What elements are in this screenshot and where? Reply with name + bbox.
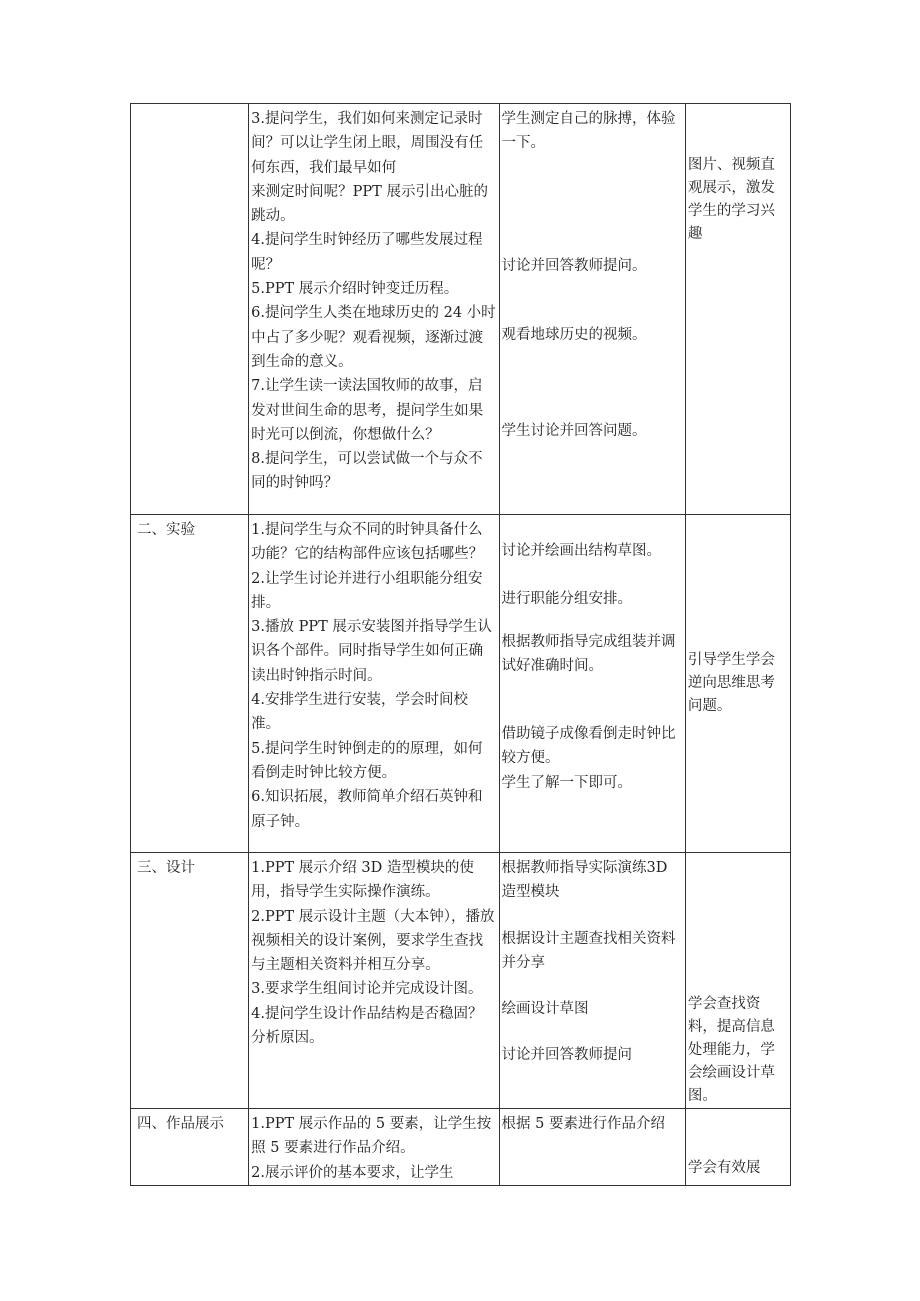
teacher-step: 8.提问学生，可以尝试做一个与众不同的时钟吗？ xyxy=(251,451,483,492)
student-activity: 根据教师指导实际演练3D 造型模块 xyxy=(501,860,673,901)
teacher-step: 来测定时间呢？PPT 展示引出心脏的跳动。 xyxy=(251,183,488,225)
design-intent-cell xyxy=(685,1109,790,1186)
design-intent: 图片、视频直观展示，激发学生的学习兴趣 xyxy=(687,157,775,242)
stage-title: 四、作品展示 xyxy=(137,1116,224,1132)
lesson-plan-table xyxy=(130,103,791,1186)
table-row xyxy=(131,515,791,853)
teacher-step: 6.知识拓展，教师简单介绍石英钟和原子钟。 xyxy=(251,789,483,830)
student-activity: 学生讨论并回答问题。 xyxy=(501,423,647,440)
student-activity-cell xyxy=(499,853,685,1109)
design-intent: 引导学生学会逆向思维思考问题。 xyxy=(687,652,775,714)
table-row xyxy=(131,104,791,515)
stage-cell xyxy=(131,1109,249,1186)
teacher-step: 5.提问学生时钟倒走的的原理，如何看倒走时钟比较方便。 xyxy=(251,740,483,781)
student-activity: 讨论并回答教师提问。 xyxy=(501,257,647,274)
student-activity-cell xyxy=(499,515,685,853)
teacher-step: 3.提问学生，我们如何来测定记录时间？可以让学生闭上眼，周围没有任何东西，我们最早如何 xyxy=(251,111,484,176)
student-activity: 学生测定自己的脉搏，体验一下。 xyxy=(501,111,676,152)
stage-title: 二、实验 xyxy=(137,522,195,538)
student-activity: 绘画设计草图 xyxy=(501,1001,589,1018)
table-row xyxy=(131,853,791,1109)
student-activity: 根据教师指导完成组装并调试好准确时间。 xyxy=(501,633,676,674)
teacher-step: 4.提问学生时钟经历了哪些发展过程呢？ xyxy=(251,232,483,273)
student-activity: 学生了解一下即可。 xyxy=(501,774,633,791)
design-intent-cell xyxy=(685,515,790,853)
teacher-step: 4.安排学生进行安装，学会时间校准。 xyxy=(251,692,469,733)
table-row xyxy=(131,1109,791,1186)
teacher-step: 1.PPT 展示作品的 5 要素，让学生按照 5 要素进行作品介绍。 xyxy=(251,1116,492,1157)
teacher-step: 2.PPT 展示设计主题（大本钟），播放视频相关的设计案例，要求学生查找与主题相关资料并相互分享。 xyxy=(251,908,495,974)
teacher-step: 6.提问学生人类在地球历史的 24 小时中占了多少呢？观看视频，逐渐过渡到生命的意义。 xyxy=(251,305,496,370)
stage-cell xyxy=(131,104,249,515)
student-activity: 讨论并回答教师提问 xyxy=(501,1047,633,1064)
teacher-step: 2.让学生讨论并进行小组职能分组安排。 xyxy=(251,570,483,611)
design-intent-cell xyxy=(685,853,790,1109)
teacher-step: 5.PPT 展示介绍时钟变迁历程。 xyxy=(251,281,459,298)
student-activity-cell xyxy=(499,104,685,515)
teacher-activity-cell xyxy=(249,853,499,1109)
design-intent: 学会有效展 xyxy=(687,1160,761,1176)
student-activity: 进行职能分组安排。 xyxy=(501,591,633,608)
student-activity-cell xyxy=(499,1109,685,1186)
teacher-step: 3.播放 PPT 展示安装图并指导学生认识各个部件。同时指导学生如何正确读出时钟指示时间。 xyxy=(251,619,492,684)
student-activity: 讨论并绘画出结构草图。 xyxy=(501,543,662,559)
teacher-activity-cell xyxy=(249,515,499,853)
teacher-activity-cell xyxy=(249,1109,499,1186)
student-activity: 根据设计主题查找相关资料并分享 xyxy=(501,930,676,971)
teacher-activity-cell xyxy=(249,104,499,515)
design-intent: 学会查找资料，提高信息处理能力，学会绘画设计草图。 xyxy=(687,996,775,1104)
teacher-step: 7.让学生读一读法国牧师的故事，启发对世间生命的思考，提问学生如果时光可以倒流，你想做什么？ xyxy=(251,378,484,443)
student-activity: 根据 5 要素进行作品介绍 xyxy=(501,1116,665,1132)
teacher-step: 3.要求学生组间讨论并完成设计图。 xyxy=(251,981,483,998)
stage-cell xyxy=(131,515,249,853)
stage-title: 三、设计 xyxy=(137,860,195,876)
teacher-step: 1.PPT 展示介绍 3D 造型模块的使用，指导学生实际操作演练。 xyxy=(251,860,474,901)
student-activity: 观看地球历史的视频。 xyxy=(501,326,647,343)
teacher-step: 2.展示评价的基本要求，让学生 xyxy=(251,1164,454,1181)
teacher-step: 4.提问学生设计作品结构是否稳固？分析原因。 xyxy=(251,1005,483,1047)
student-activity: 借助镜子成像看倒走时钟比较方便。 xyxy=(501,726,676,767)
design-intent-cell xyxy=(685,104,790,515)
teacher-step: 1.提问学生与众不同的时钟具备什么功能？它的结构部件应该包括哪些？ xyxy=(251,522,484,563)
stage-cell xyxy=(131,853,249,1109)
